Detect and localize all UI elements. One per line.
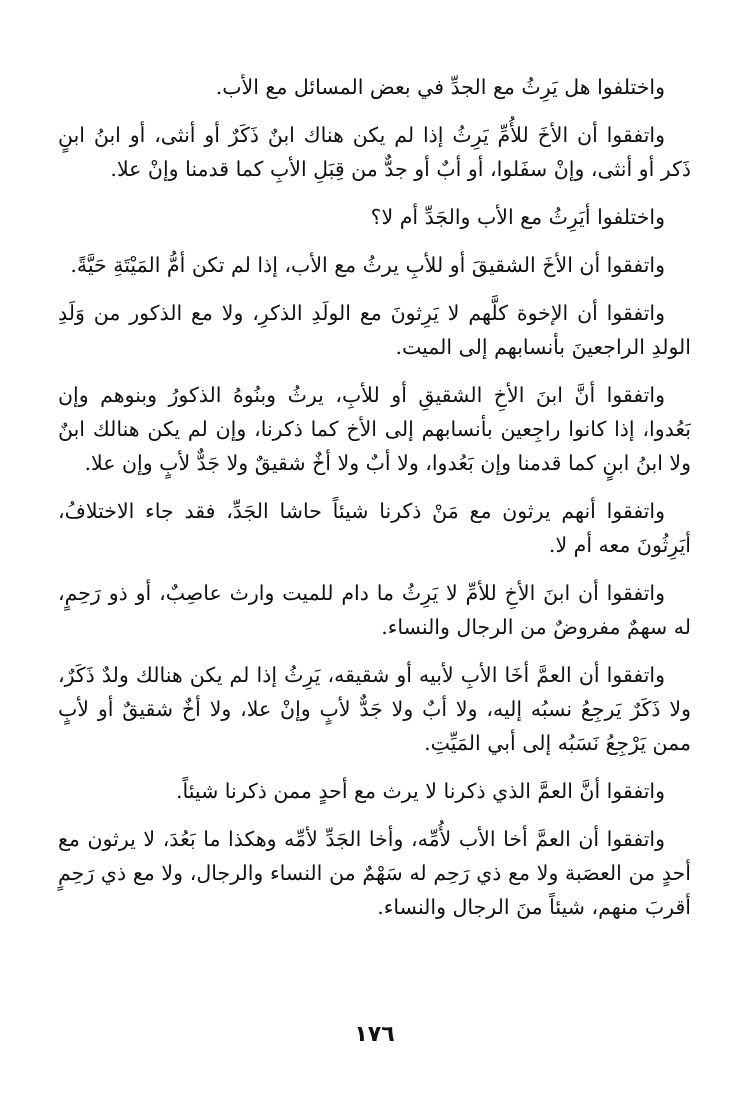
paragraph: واتفقوا أن ابنَ الأخِ للأمِّ لا يَرِثُ ما دام للميت وارث عاصِبٌ، أو ذو رَحِمٍ، له سهمٌ مفروضٌ من الرجال والنساء. [58,581,691,639]
paragraph: واتفقوا أنَّ ابنَ الأخِ الشقيقِ أو للأبِ، يرثُ وبنُوهُ الذكورُ وبنوهم وإن بَعُدوا، إذا كانوا راجِعين بأنسابهم إلى الأخ كما ذكرنا، وإن لم يكن هنالك ابنٌ ولا ابنُ ابنٍ كما قدمنا وإن بَعُدوا، ولا أبٌ ولا أخٌ شقيقٌ ولا جَدٌّ لأبٍ وإن علا. [58,383,691,475]
paragraph: واتفقوا أنهم يرثون مع مَنْ ذكرنا شيئاً حاشا الجَدِّ، فقد جاء الاختلافُ، أيَرِثُونَ معه أم لا. [58,499,691,557]
paragraph: واتفقوا أن العمَّ أخَا الأبِ لأبيه أو شقيقه، يَرِثُ إذا لم يكن هنالك ولدٌ ذَكَرٌ، ولا ذَكَرٌ يَرجِعُ نسبُه إليه، ولا أبٌ ولا جَدٌّ لأبٍ وإنْ علا، ولا أخٌ شقيقٌ أو لأبٍ ممن يَرْجِعُ نَسَبُه إلى أبي المَيِّتِ. [58,663,691,755]
paragraph: واتفقوا أن العمَّ أخا الأب لأُمِّه، وأخا الجَدِّ لأمِّه وهكذا ما بَعُدَ، لا يرثون مع أحدٍ من العصَبة ولا مع ذي رَحِم له سَهْمٌ من النساء والرجال، ولا مع ذي رَحِمٍ أقربَ منهم، شيئاً منَ الرجال والنساء. [58,827,691,919]
page-number: ١٧٦ [354,1022,395,1047]
paragraph: واتفقوا أن الأخَ الشقيقَ أو للأبِ يرثُ مع الأب، إذا لم تكن أمُّ المَيْتَةِ حَيَّةً. [70,253,665,277]
page-body-text [58,70,691,938]
paragraph: واختلفوا أيَرِثُ مع الأب والجَدِّ أم لا؟ [370,205,665,229]
paragraph: واتفقوا أن الأخَ للأُمِّ يَرِثُ إذا لم يكن هناك ابنٌ ذَكَرٌ أو أنثى، أو ابنُ ابنٍ ذَكر أو أنثى، وإنْ سفَلوا، أو أبٌ أو جدٌّ من قِبَلِ الأبِ كما قدمنا وإنْ علا. [58,123,691,181]
paragraph: واختلفوا هل يَرِثُ مع الجدِّ في بعض المسائل مع الأب. [215,75,665,99]
paragraph: واتفقوا أن الإخوة كلَّهم لا يَرِثونَ مع الولَدِ الذكرِ، ولا مع الذكور من وَلَدِ الولدِ الراجعينَ بأنسابهم إلى الميت. [58,301,691,359]
paragraph: واتفقوا أنَّ العمَّ الذي ذكرنا لا يرث مع أحدٍ ممن ذكرنا شيئاً. [175,779,665,803]
